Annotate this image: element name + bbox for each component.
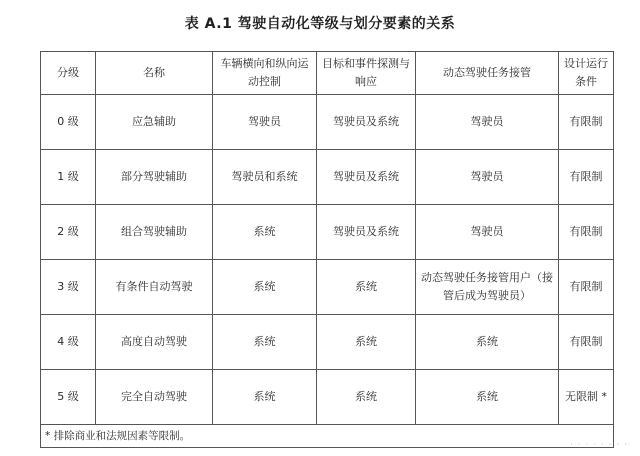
cell-odd: 有限制 <box>559 205 614 260</box>
cell-detection-response: 驾驶员及系统 <box>317 150 416 205</box>
cell-motion-control: 系统 <box>213 205 317 260</box>
cell-ddt-fallback: 系统 <box>416 315 559 370</box>
table-title: 表 A.1 驾驶自动化等级与划分要素的关系 <box>184 16 456 32</box>
cell-ddt-fallback: 驾驶员 <box>416 205 559 260</box>
cell-level: 5 级 <box>41 370 96 425</box>
header-ddt-fallback: 动态驾驶任务接管 <box>416 52 559 95</box>
table-row <box>41 260 614 315</box>
header-name: 名称 <box>96 52 213 95</box>
automation-levels-table <box>40 51 614 448</box>
cell-level: 1 级 <box>41 150 96 205</box>
cell-motion-control: 系统 <box>213 315 317 370</box>
table-row <box>41 150 614 205</box>
cell-ddt-fallback: 动态驾驶任务接管用户（接管后成为驾驶员） <box>416 260 559 315</box>
header-motion-control: 车辆横向和纵向运动控制 <box>213 52 317 95</box>
header-odd: 设计运行条件 <box>559 52 614 95</box>
cell-ddt-fallback: 驾驶员 <box>416 95 559 150</box>
cell-name: 有条件自动驾驶 <box>96 260 213 315</box>
cell-ddt-fallback: 系统 <box>416 370 559 425</box>
cell-detection-response: 系统 <box>317 260 416 315</box>
cell-odd: 有限制 <box>559 260 614 315</box>
cell-ddt-fallback: 驾驶员 <box>416 150 559 205</box>
table-footnote: * 排除商业和法规因素等限制。 <box>41 425 614 448</box>
cell-name: 应急辅助 <box>96 95 213 150</box>
table-row <box>41 95 614 150</box>
cell-motion-control: 系统 <box>213 370 317 425</box>
header-detection-response: 目标和事件探测与响应 <box>317 52 416 95</box>
cell-level: 2 级 <box>41 205 96 260</box>
watermark: · · · · · · · · <box>570 440 628 450</box>
cell-motion-control: 系统 <box>213 260 317 315</box>
table-row <box>41 205 614 260</box>
cell-odd: 有限制 <box>559 95 614 150</box>
cell-odd: 有限制 <box>559 315 614 370</box>
cell-odd: 无限制 * <box>559 370 614 425</box>
cell-name: 高度自动驾驶 <box>96 315 213 370</box>
footnote-row <box>41 425 614 448</box>
cell-detection-response: 驾驶员及系统 <box>317 95 416 150</box>
cell-level: 4 级 <box>41 315 96 370</box>
cell-name: 部分驾驶辅助 <box>96 150 213 205</box>
cell-motion-control: 驾驶员和系统 <box>213 150 317 205</box>
cell-detection-response: 系统 <box>317 370 416 425</box>
cell-motion-control: 驾驶员 <box>213 95 317 150</box>
header-level: 分级 <box>41 52 96 95</box>
cell-level: 3 级 <box>41 260 96 315</box>
cell-level: 0 级 <box>41 95 96 150</box>
table-row <box>41 370 614 425</box>
table-row <box>41 315 614 370</box>
cell-odd: 有限制 <box>559 150 614 205</box>
cell-detection-response: 系统 <box>317 315 416 370</box>
cell-name: 组合驾驶辅助 <box>96 205 213 260</box>
cell-detection-response: 驾驶员及系统 <box>317 205 416 260</box>
cell-name: 完全自动驾驶 <box>96 370 213 425</box>
header-row <box>41 52 614 95</box>
